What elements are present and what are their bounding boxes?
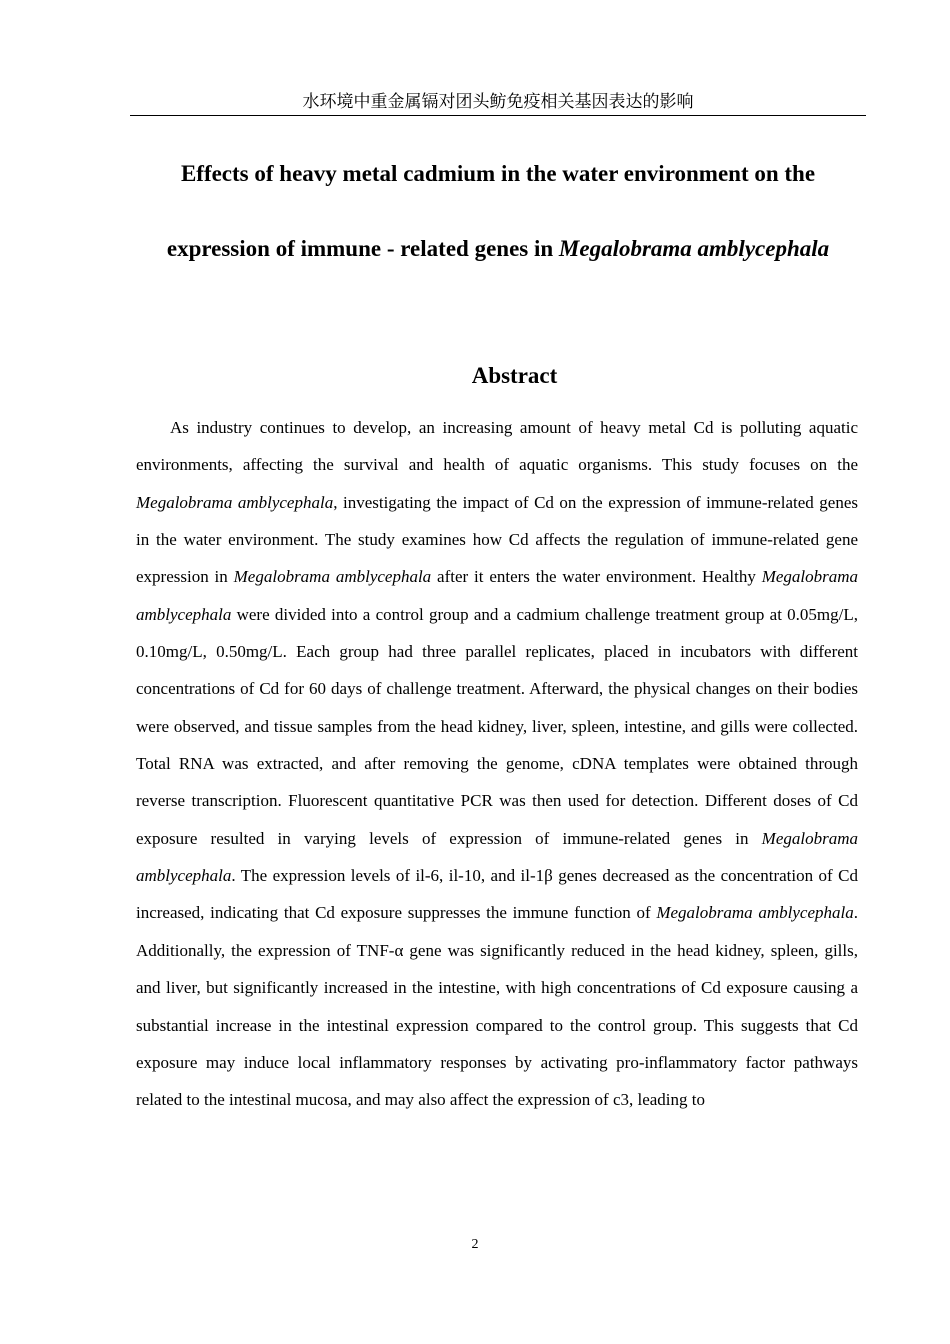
abstract-text: As industry continues to develop, an increasing amount of heavy metal Cd is polluting aquatic environments, affecting the survival and health of aquatic organisms. This study focuses on the (136, 418, 858, 475)
species-name: Megalobrama amblycephala (656, 903, 854, 923)
header-rule (130, 115, 866, 116)
abstract-text: . The expression levels of il-6, il-10, and il-1β genes decreased as the concentration of Cd increased, indicating that Cd exposure suppresses the immune function of (136, 866, 858, 923)
paper-title (150, 136, 846, 286)
species-name: Megalobrama amblycephala (136, 492, 334, 512)
running-header: 水环境中重金属镉对团头鲂免疫相关基因表达的影响 (302, 92, 694, 112)
species-name: Megalobrama amblycephala (136, 828, 858, 886)
abstract-heading: Abstract (471, 363, 558, 388)
abstract-text: were divided into a control group and a cadmium challenge treatment group at 0.05mg/L, 0.10mg/L, 0.50mg/L. Each group had three parallel replicates, placed in incubators with different concentrations of Cd for 60 days of challenge treatment. Afterward, the physical changes on their bodies were observed, and tissue samples from the head kidney, liver, spleen, intestine, and gills were collected. Total RNA was extracted, and after removing the genome, cDNA templates were obtained through reverse transcription. Fluorescent quantitative PCR was then used for detection. Different doses of Cd exposure resulted in varying levels of expression of immune-related genes in (136, 604, 858, 848)
page-number: 2 (471, 1237, 479, 1252)
abstract-text: , investigating the impact of Cd on the expression of immune-related genes in the water environment. The study examines how Cd affects the regulation of immune-related gene expression in (136, 492, 858, 587)
abstract-text: . Additionally, the expression of TNF-α gene was significantly reduced in the head kidney, spleen, gills, and liver, but significantly increased in the intestine, with high concentrations of Cd exposure causing a substantial increase in the intestinal expression compared to the control group. This suggests that Cd exposure may induce local inflammatory responses by activating pro-inflammatory factor pathways related to the intestinal mucosa, and may also affect the expression of c3, leading to (136, 903, 858, 1110)
title-text: Effects of heavy metal cadmium in the water environment on the expression of immune - related genes in (166, 161, 816, 261)
abstract-paragraph (136, 409, 858, 1119)
abstract-text: after it enters the water environment. Healthy (431, 567, 762, 587)
title-species: Megalobrama amblycephala (558, 236, 830, 261)
species-name: Megalobrama amblycephala (136, 567, 859, 624)
species-name: Megalobrama amblycephala (233, 567, 432, 587)
